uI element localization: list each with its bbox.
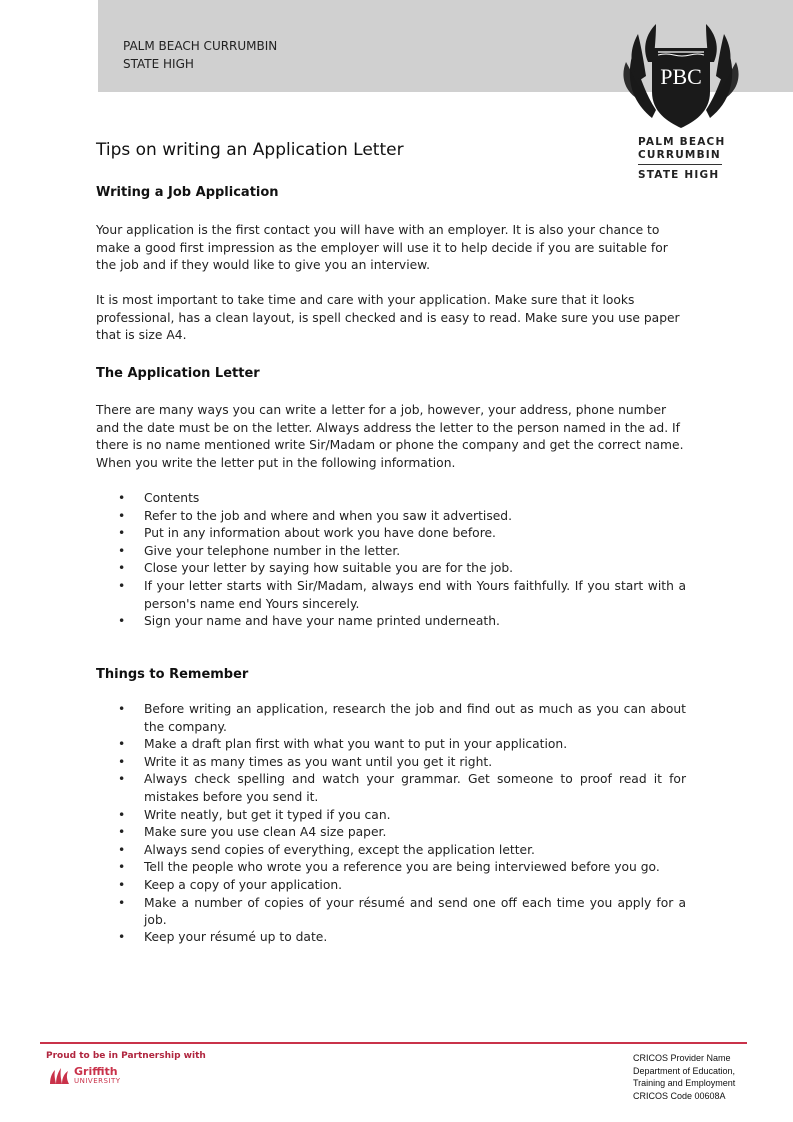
list-item: • Put in any information about work you have done before. [96,525,686,543]
bullet-icon: • [118,526,126,541]
crest-wordmark [638,136,726,182]
list-item: • Make a draft plan first with what you want to put in your application. [96,736,686,754]
griffith-logo [48,1066,121,1086]
crest-divider [638,164,722,165]
bullet-icon: • [118,578,126,593]
school-name-line2: STATE HIGH [123,57,194,71]
bullet-icon: • [118,860,126,875]
list-item: • Before writing an application, research the job and find out as much as you can about the company. [118,702,686,734]
things-to-remember-list [96,701,686,930]
bullet-icon: • [118,561,126,576]
list-item: • Sign your name and have your name printed underneath. [96,613,686,631]
crest-line3: STATE HIGH [638,169,720,181]
heading-writing-job-application: Writing a Job Application [96,185,279,200]
list-item: • Keep a copy of your application. [96,877,686,895]
bullet-icon: • [118,702,126,716]
cricos-line1: CRICOS Provider Name [633,1053,731,1063]
bullet-icon: • [118,508,126,523]
bullet-icon: • [118,825,126,840]
list-item: • Always check spelling and watch your grammar. Get someone to proof read it for mistakes before you send it. [118,772,686,804]
crest-initials: PBC [660,64,702,89]
school-name-line1: PALM BEACH CURRUMBIN [123,39,278,53]
bullet-icon: • [118,930,126,944]
list-item: • Give your telephone number in the letter. [96,543,686,561]
footer-divider [40,1042,747,1044]
cricos-line3: Training and Employment [633,1078,736,1088]
list-item: • Close your letter by saying how suitable you are for the job. [96,560,686,578]
bullet-icon: • [118,737,126,752]
list-item: • Tell the people who wrote you a reference you are being interviewed before you go. [96,859,686,877]
bullet-icon: • [118,807,126,822]
bullet-icon: • [118,754,126,769]
paragraph-take-time: It is most important to take time and care with your application. Make sure that it looks professional, has a clean layout, is spell checked and is easy to read. Make sure you use paper that is size A4. [96,293,680,343]
paragraph-first-contact: Your application is the first contact you will have with an employer. It is also your chance to make a good first impression as the employer will use it to help decide if you are suitable for the job and if they would like to give you an interview. [96,223,668,273]
list-item: • Always send copies of everything, except the application letter. [96,842,686,860]
heading-application-letter: The Application Letter [96,366,260,381]
list-item: • Refer to the job and where and when you saw it advertised. [96,508,686,526]
griffith-flame-icon [48,1066,72,1086]
bullet-icon: • [118,877,126,892]
bullet-icon: • [118,842,126,857]
school-name [123,37,277,73]
heading-things-to-remember: Things to Remember [96,667,249,682]
crest-line1: PALM BEACH [638,136,726,148]
paragraph-many-ways: There are many ways you can write a letter for a job, however, your address, phone number and the date must be on the letter. Always address the letter to the person named in the ad. If there is no name mentioned write Sir/Madam or phone the company and get the correct name. When you write the letter put in the following information. [96,403,684,470]
list-item: • Keep your résumé up to date. [96,929,686,947]
partnership-label: Proud to be in Partnership with [46,1051,206,1061]
bullet-icon: • [118,543,126,558]
cricos-line4: CRICOS Code 00608A [633,1090,726,1101]
page-title: Tips on writing an Application Letter [96,140,404,160]
school-crest-logo [622,22,740,134]
cricos-info [633,1052,735,1102]
list-item: • Make a number of copies of your résumé and send one off each time you apply for a job. [118,895,686,928]
bullet-icon: • [118,772,126,787]
things-to-remember-last [96,929,686,947]
list-item: • Write neatly, but get it typed if you can. [96,807,686,825]
bullet-icon: • [118,491,126,505]
list-item: • Write it as many times as you want until you get it right. [96,754,686,772]
application-letter-list [96,490,686,631]
bullet-icon: • [118,614,126,629]
list-item: • Contents [96,490,686,508]
griffith-sub: UNIVERSITY [74,1077,121,1085]
griffith-name: Griffith [74,1065,118,1078]
cricos-line2: Department of Education, [633,1065,736,1076]
crest-line2: CURRUMBIN [638,149,721,161]
bullet-icon: • [118,895,126,910]
list-item: • If your letter starts with Sir/Madam, always end with Yours faithfully. If you start with a person's name end Yours sincerely. [118,578,686,611]
list-item: • Make sure you use clean A4 size paper. [96,824,686,842]
